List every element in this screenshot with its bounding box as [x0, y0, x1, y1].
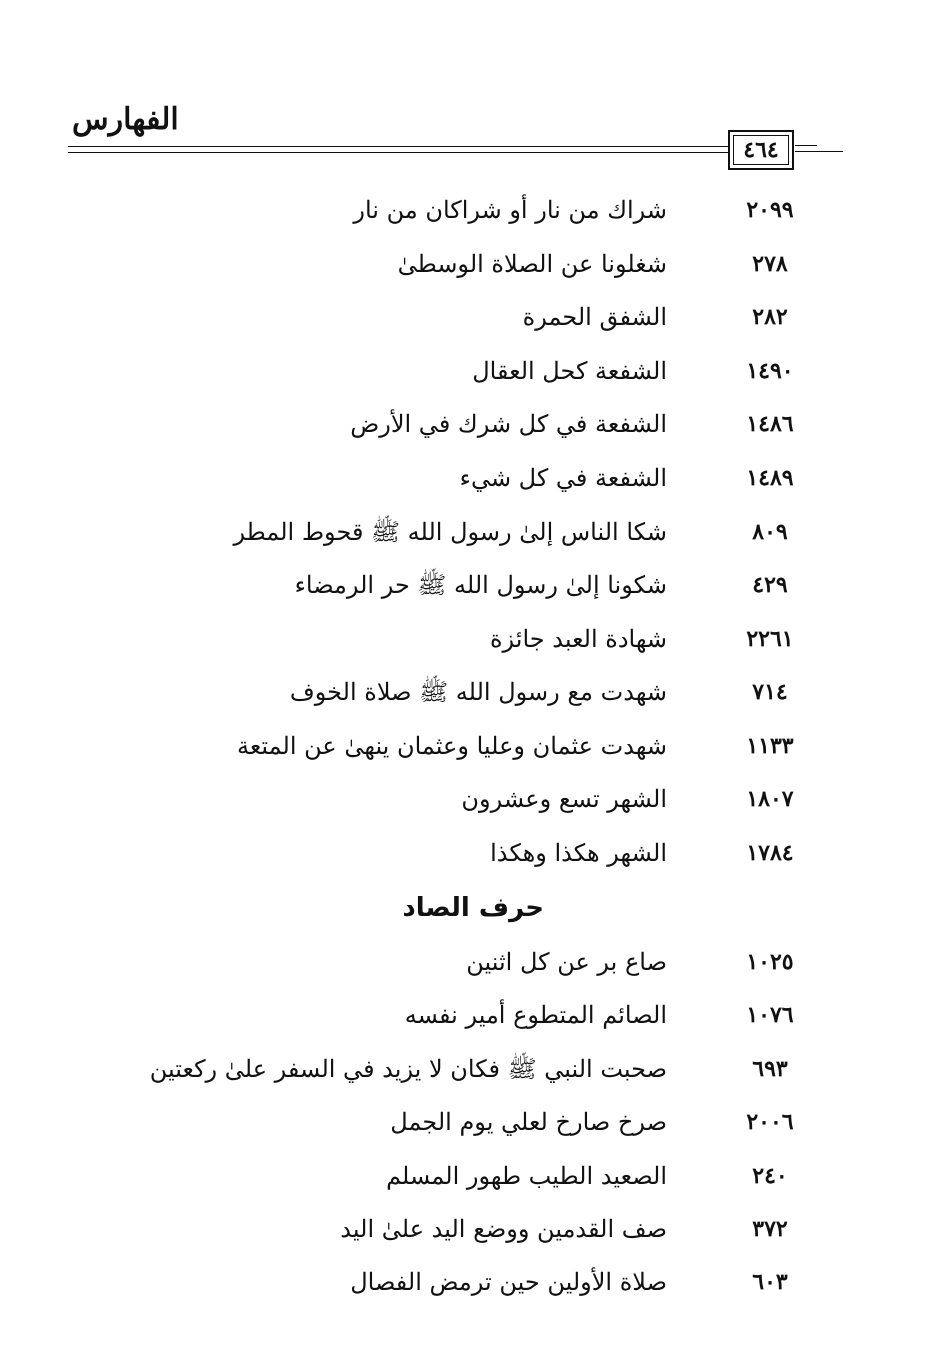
index-entry	[0, 242, 939, 286]
header-rule	[795, 145, 817, 146]
index-entry	[0, 617, 939, 661]
entry-number: ١٨٠٧	[746, 786, 794, 812]
index-entry	[0, 993, 939, 1037]
entry-number: ١٠٢٥	[746, 949, 794, 975]
entry-text: الشفعة في كل شرك في الأرض	[350, 410, 667, 438]
index-entry	[0, 188, 939, 232]
index-entry	[0, 456, 939, 500]
entry-number: ٢٤٠	[752, 1163, 788, 1189]
entry-text: الشفعة في كل شيء	[459, 464, 667, 492]
entry-text: الصعيد الطيب طهور المسلم	[386, 1162, 667, 1190]
header-rule	[68, 146, 728, 147]
index-entry	[0, 295, 939, 339]
entry-text: صحبت النبي ﷺ فكان لا يزيد في السفر علىٰ ركعتين	[149, 1055, 667, 1083]
entry-number: ٤٢٩	[752, 572, 788, 598]
entry-text: شكونا إلىٰ رسول الله ﷺ حر الرمضاء	[294, 571, 667, 599]
entry-number: ١٠٧٦	[746, 1002, 794, 1028]
index-entry	[0, 1260, 939, 1304]
entry-number: ٢٠٩٩	[746, 197, 794, 223]
index-entry	[0, 349, 939, 393]
page-number: ٤٦٤	[733, 135, 789, 165]
entry-text: شهدت عثمان وعليا وعثمان ينهىٰ عن المتعة	[236, 732, 667, 760]
header-rule	[795, 151, 843, 152]
index-entry	[0, 1100, 939, 1144]
index-entry	[0, 563, 939, 607]
index-entry	[0, 1207, 939, 1251]
entry-text: شكا الناس إلىٰ رسول الله ﷺ قحوط المطر	[233, 518, 667, 546]
entry-number: ١١٣٣	[746, 733, 794, 759]
entry-number: ٨٠٩	[752, 519, 788, 545]
index-entry	[0, 777, 939, 821]
entry-number: ٢٧٨	[752, 251, 788, 277]
header-rule	[68, 152, 728, 153]
entry-number: ١٤٨٩	[746, 465, 794, 491]
entry-number: ٢٠٠٦	[746, 1109, 794, 1135]
entry-text: صاع بر عن كل اثنين	[466, 948, 667, 976]
index-entry	[0, 510, 939, 554]
entry-text: شهدت مع رسول الله ﷺ صلاة الخوف	[289, 678, 667, 706]
section-heading: حرف الصاد	[402, 893, 544, 923]
entry-number: ١٤٨٦	[746, 411, 794, 437]
entry-number: ٢٢٦١	[746, 626, 794, 652]
entry-text: الشهر هكذا وهكذا	[490, 839, 667, 867]
entry-text: الصائم المتطوع أمير نفسه	[404, 1001, 667, 1029]
entry-text: شغلونا عن الصلاة الوسطىٰ	[397, 250, 667, 278]
page-number-box	[728, 130, 794, 170]
entry-text: شهادة العبد جائزة	[489, 625, 667, 653]
entry-text: الشفعة كحل العقال	[472, 357, 667, 385]
entry-number: ٦٩٣	[752, 1056, 788, 1082]
index-entry	[0, 724, 939, 768]
running-title: الفهارس	[72, 102, 179, 137]
index-entry	[0, 1047, 939, 1091]
index-entry	[0, 940, 939, 984]
index-entry	[0, 1154, 939, 1198]
entry-text: صلاة الأولين حين ترمض الفصال	[350, 1268, 667, 1296]
entry-text: شراك من نار أو شراكان من نار	[353, 196, 667, 224]
entry-number: ٧١٤	[752, 679, 788, 705]
entry-number: ١٧٨٤	[746, 840, 794, 866]
entry-number: ٢٨٢	[752, 304, 788, 330]
entry-number: ٣٧٢	[752, 1216, 788, 1242]
entry-text: الشفق الحمرة	[522, 303, 667, 331]
entry-number: ٦٠٣	[752, 1269, 788, 1295]
index-entry	[0, 402, 939, 446]
entry-number: ١٤٩٠	[746, 358, 794, 384]
index-entry	[0, 670, 939, 714]
entry-text: الشهر تسع وعشرون	[461, 785, 667, 813]
entry-text: صرخ صارخ لعلي يوم الجمل	[390, 1108, 667, 1136]
entry-text: صف القدمين ووضع اليد علىٰ اليد	[340, 1215, 667, 1243]
index-entry	[0, 831, 939, 875]
page-header	[0, 0, 939, 180]
